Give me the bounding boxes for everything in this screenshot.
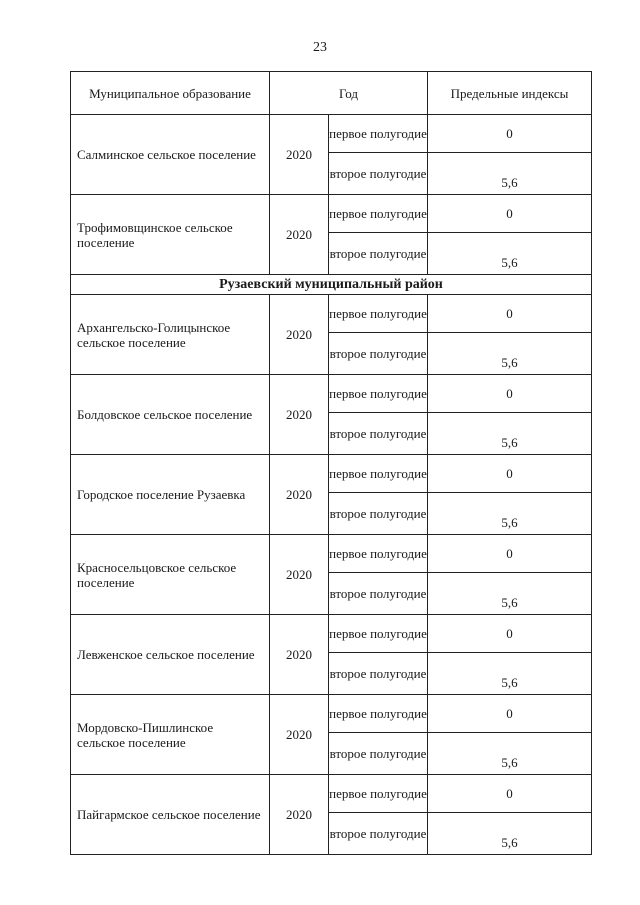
- first-half-index-value: 0: [506, 206, 513, 221]
- second-half-index-value: 5,6: [501, 175, 518, 190]
- second-half-index-value: 5,6: [501, 435, 518, 450]
- second-half-index-value: 5,6: [501, 595, 518, 610]
- first-half-index-value: 0: [506, 546, 513, 561]
- second-half-label: второе полугодие: [329, 233, 428, 275]
- table-row: [71, 375, 592, 413]
- municipality-name: Архангельско-Голицынское сельское поселение: [71, 295, 270, 375]
- first-half-index: [428, 695, 592, 733]
- municipality-name: Пайгармское сельское поселение: [71, 775, 270, 855]
- first-half-label: первое полугодие: [329, 535, 428, 573]
- first-half-label: первое полугодие: [329, 615, 428, 653]
- first-half-index: [428, 195, 592, 233]
- first-half-index: [428, 455, 592, 493]
- first-half-label: первое полугодие: [329, 195, 428, 233]
- table-row: [71, 115, 592, 153]
- first-half-index: [428, 375, 592, 413]
- first-half-index: [428, 115, 592, 153]
- tariff-index-table: [70, 71, 592, 855]
- second-half-label: второе полугодие: [329, 153, 428, 195]
- second-half-label: второе полугодие: [329, 333, 428, 375]
- year-cell: 2020: [270, 195, 329, 275]
- first-half-label: первое полугодие: [329, 455, 428, 493]
- first-half-label: первое полугодие: [329, 375, 428, 413]
- second-half-index: [428, 813, 592, 855]
- second-half-index: [428, 493, 592, 535]
- second-half-label: второе полугодие: [329, 493, 428, 535]
- second-half-index: [428, 573, 592, 615]
- municipality-name: Левженское сельское поселение: [71, 615, 270, 695]
- first-half-label: первое полугодие: [329, 115, 428, 153]
- second-half-index-value: 5,6: [501, 515, 518, 530]
- municipality-name: Красносельцовское сельское поселение: [71, 535, 270, 615]
- second-half-index-value: 5,6: [501, 835, 518, 850]
- table-row: [71, 615, 592, 653]
- municipality-name: Трофимовщинское сельское поселение: [71, 195, 270, 275]
- second-half-index: [428, 153, 592, 195]
- table-row: [71, 535, 592, 573]
- first-half-index: [428, 615, 592, 653]
- year-cell: 2020: [270, 775, 329, 855]
- table-header-row: [71, 72, 592, 115]
- first-half-index-value: 0: [506, 386, 513, 401]
- first-half-index-value: 0: [506, 706, 513, 721]
- second-half-index: [428, 413, 592, 455]
- first-half-label: первое полугодие: [329, 695, 428, 733]
- second-half-label: второе полугодие: [329, 413, 428, 455]
- region-title: Рузаевский муниципальный район: [71, 275, 592, 295]
- year-cell: 2020: [270, 295, 329, 375]
- second-half-label: второе полугодие: [329, 573, 428, 615]
- header-indices: Предельные индексы: [428, 72, 592, 115]
- first-half-index-value: 0: [506, 786, 513, 801]
- region-row: [71, 275, 592, 295]
- first-half-index-value: 0: [506, 126, 513, 141]
- second-half-index-value: 5,6: [501, 755, 518, 770]
- table-row: [71, 455, 592, 493]
- second-half-index: [428, 233, 592, 275]
- page-number: 23: [313, 40, 327, 55]
- first-half-label: первое полугодие: [329, 295, 428, 333]
- second-half-index-value: 5,6: [501, 355, 518, 370]
- first-half-index: [428, 775, 592, 813]
- year-cell: 2020: [270, 375, 329, 455]
- year-cell: 2020: [270, 615, 329, 695]
- municipality-name: Мордовско-Пишлинское сельское поселение: [71, 695, 270, 775]
- year-cell: 2020: [270, 695, 329, 775]
- second-half-index-value: 5,6: [501, 255, 518, 270]
- year-cell: 2020: [270, 115, 329, 195]
- second-half-index: [428, 733, 592, 775]
- second-half-index: [428, 333, 592, 375]
- header-municipality: Муниципальное образование: [71, 72, 270, 115]
- first-half-index-value: 0: [506, 466, 513, 481]
- municipality-name: Болдовское сельское поселение: [71, 375, 270, 455]
- first-half-label: первое полугодие: [329, 775, 428, 813]
- municipality-name: Салминское сельское поселение: [71, 115, 270, 195]
- second-half-label: второе полугодие: [329, 653, 428, 695]
- second-half-label: второе полугодие: [329, 733, 428, 775]
- first-half-index: [428, 295, 592, 333]
- first-half-index: [428, 535, 592, 573]
- second-half-index-value: 5,6: [501, 675, 518, 690]
- header-year: Год: [270, 72, 428, 115]
- first-half-index-value: 0: [506, 626, 513, 641]
- second-half-index: [428, 653, 592, 695]
- table-row: [71, 775, 592, 813]
- first-half-index-value: 0: [506, 306, 513, 321]
- table-row: [71, 195, 592, 233]
- year-cell: 2020: [270, 455, 329, 535]
- year-cell: 2020: [270, 535, 329, 615]
- municipality-name: Городское поселение Рузаевка: [71, 455, 270, 535]
- table-row: [71, 295, 592, 333]
- table-row: [71, 695, 592, 733]
- second-half-label: второе полугодие: [329, 813, 428, 855]
